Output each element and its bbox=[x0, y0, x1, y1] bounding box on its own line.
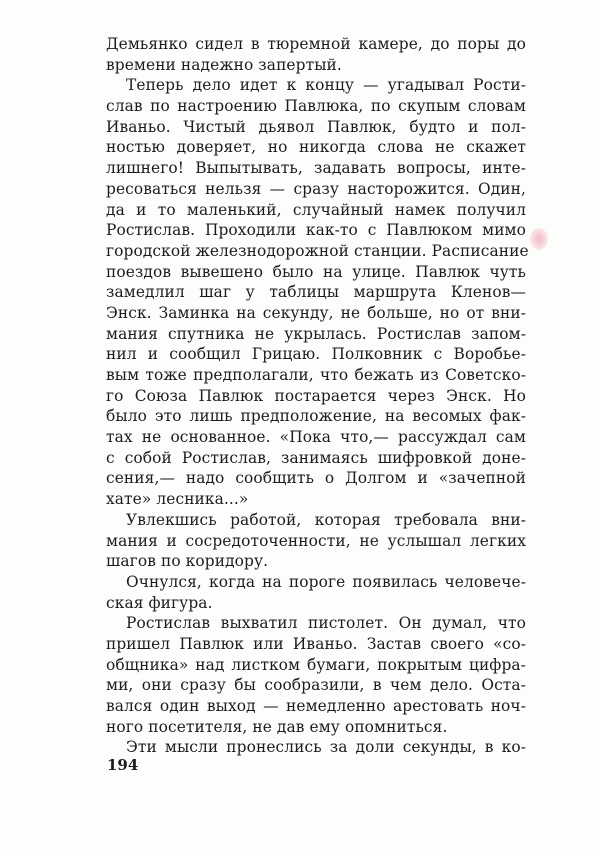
text-line: вался один выход — немедленно арестовать ноч- bbox=[106, 697, 526, 715]
text-line: городской железнодорожной станции. Расписание bbox=[106, 241, 529, 260]
text-line: мания и сосредоточенности, не услышал легких bbox=[106, 531, 526, 550]
text-line: Эти мысли пронеслись за доли секунды, в ко- bbox=[126, 738, 526, 757]
text-line: го Союза Павлюк постарается через Энск. Но bbox=[106, 386, 526, 405]
paragraph bbox=[106, 572, 526, 613]
text-line: пришел Павлюк или Иваньо. Застав своего «со- bbox=[106, 634, 526, 653]
text-line: слав по настроению Павлюка, по скупым словам bbox=[106, 97, 526, 116]
text-line: Теперь дело идет к концу — угадывал Рости- bbox=[126, 76, 526, 95]
text-line: нил и сообщил Грицаю. Полковник с Воробье- bbox=[106, 345, 526, 364]
text-line: Ростислав. Проходили как-то с Павлюком мимо bbox=[106, 221, 526, 240]
text-line: ностью доверяет, но никогда слова не скажет bbox=[106, 138, 526, 157]
text-line: ми, они сразу бы сообразили, в чем дело. Оста- bbox=[106, 676, 526, 695]
text-line: ресоваться нельзя — сразу насторожится. Один, bbox=[106, 179, 526, 198]
text-line: было это лишь предположение, на весомых фак- bbox=[106, 407, 526, 426]
text-line: тах не основанное. «Пока что,— рассуждал сам bbox=[106, 428, 526, 447]
paragraph bbox=[106, 34, 526, 75]
text-line: вым тоже предполагали, что бежать из Советско- bbox=[106, 366, 526, 384]
text-line: времени надежно запертый. bbox=[106, 55, 342, 74]
text-line: ного посетителя, не дав ему опомниться. bbox=[106, 717, 448, 736]
text-line: сения,— надо сообщить о Долгом и «зачепной bbox=[106, 469, 526, 488]
text-line: Демьянко сидел в тюремной камере, до поры до bbox=[106, 35, 526, 53]
text-line: общника» над листком бумаги, покрытым цифра- bbox=[106, 655, 526, 674]
text-line: лишнего! Выпытывать, задавать вопросы, инте- bbox=[106, 159, 526, 178]
text-line: Ростислав выхватил пистолет. Он думал, что bbox=[126, 614, 526, 633]
book-page-text bbox=[106, 34, 529, 758]
paragraph bbox=[106, 75, 529, 509]
text-line: Иваньо. Чистый дьявол Павлюк, будто и пол- bbox=[106, 117, 526, 136]
text-line: замедлил шаг у таблицы маршрута Кленов— bbox=[106, 283, 526, 302]
ink-stain bbox=[530, 228, 548, 250]
text-line: хате» лесника...» bbox=[106, 490, 249, 509]
paragraph bbox=[106, 510, 526, 572]
text-line: ская фигура. bbox=[106, 593, 213, 612]
paragraph bbox=[106, 613, 526, 737]
page-number: 194 bbox=[107, 756, 139, 774]
paragraph bbox=[106, 737, 526, 758]
text-line: да и то маленький, случайный намек получил bbox=[106, 200, 526, 219]
text-line: Увлекшись работой, которая требовала вни- bbox=[126, 510, 526, 529]
text-line: шагов по коридору. bbox=[106, 552, 269, 571]
text-line: поездов вывешено было на улице. Павлюк чуть bbox=[106, 262, 526, 281]
text-line: мания спутника не укрылась. Ростислав запом- bbox=[106, 324, 526, 343]
text-line: Очнулся, когда на пороге появилась человече- bbox=[126, 572, 526, 591]
text-line: Энск. Заминка на секунду, не больше, но от вни- bbox=[106, 303, 526, 322]
text-line: с собой Ростислав, занимаясь шифровкой доне- bbox=[106, 448, 526, 467]
